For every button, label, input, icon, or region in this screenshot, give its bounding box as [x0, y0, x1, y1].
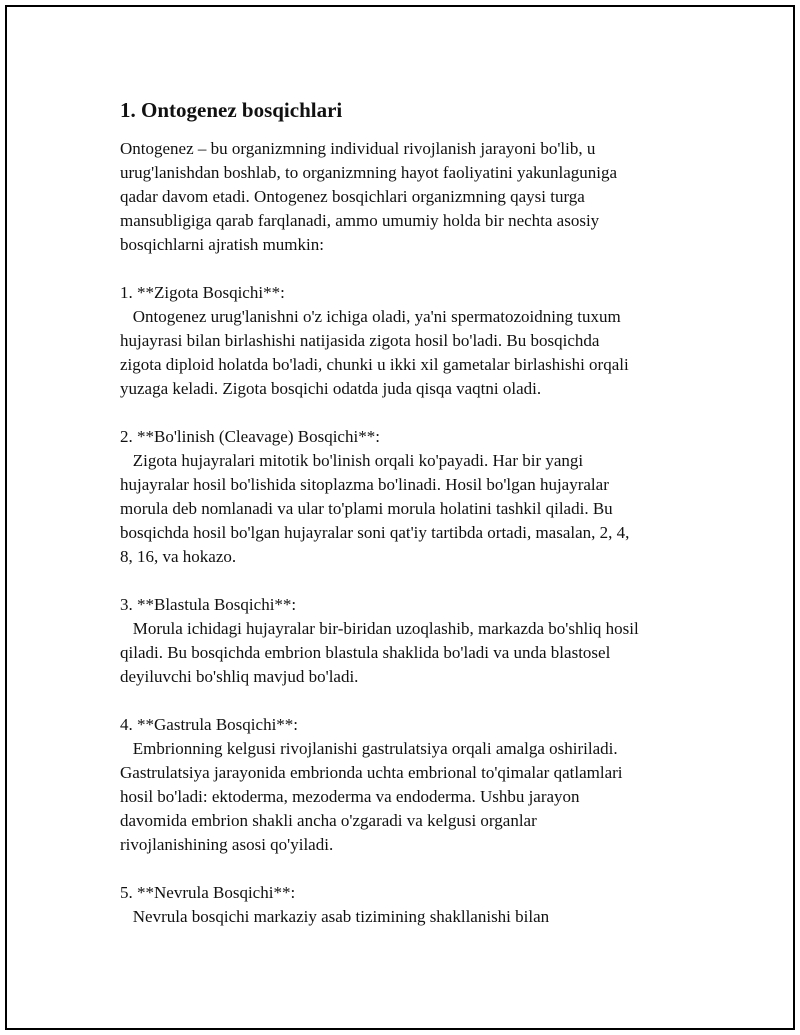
document-body: Ontogenez – bu organizmning individual rivojlanish jarayoni bo'lib, u urug'lanishdan boshlab, to organizmning hayot faoliyatini yakunlaguniga qadar davom etadi. Ontogenez bosqichlari organizmning qaysi turga mansubligiga qarab farqlanadi, ammo umumiy holda bir nechta asosiy bosqichlarni ajratish mumkin: 1. **Zigota Bosqichi**: Ontogenez urug'lanishni o'z ichiga oladi, ya'ni spermatozoidning tuxum hujayrasi bilan birlashishi natijasida zigota hosil bo'ladi. Bu bosqichda zigota diploid holatda bo'ladi, chunki u ikki xil gametalar birlashishi orqali yuzaga keladi. Zigota bosqichi odatda juda qisqa vaqtni oladi. 2. **Bo'linish (Cleavage) Bosqichi**: Zigota hujayralari mitotik bo'linish orqali ko'payadi. Har bir yangi hujayralar hosil bo'lishida sitoplazma bo'linadi. Hosil bo'lgan hujayralar morula deb nomlanadi va ular to'plami morula holatini tashkil qiladi. Bu bosqichda hosil bo'lgan hujayralar soni qat'iy tartibda ortadi, masalan, 2, 4, 8, 16, va hokazo. 3. **Blastula Bosqichi**: Morula ichidagi hujayralar bir-biridan uzoqlashib, markazda bo'shliq hosil qiladi. Bu bosqichda embrion blastula shaklida bo'ladi va unda blastosel deyiluvchi bo'shliq mavjud bo'ladi. 4. **Gastrula Bosqichi**: Embrionning kelgusi rivojlanishi gastrulatsiya orqali amalga oshiriladi. Gastrulatsiya jarayonida embrionda uchta embrional to'qimalar qatlamlari hosil bo'ladi: ektoderma, mezoderma va endoderma. Ushbu jarayon davomida embrion shakli ancha o'zgaradi va kelgusi organlar rivojlanishining asosi qo'yiladi. 5. **Nevrula Bosqichi**: Nevrula bosqichi markaziy asab tizimining shakllanishi bilan: [120, 139, 639, 926]
page: [5, 5, 795, 1030]
document-content: [120, 97, 700, 929]
document-title: 1. Ontogenez bosqichlari: [120, 98, 343, 122]
